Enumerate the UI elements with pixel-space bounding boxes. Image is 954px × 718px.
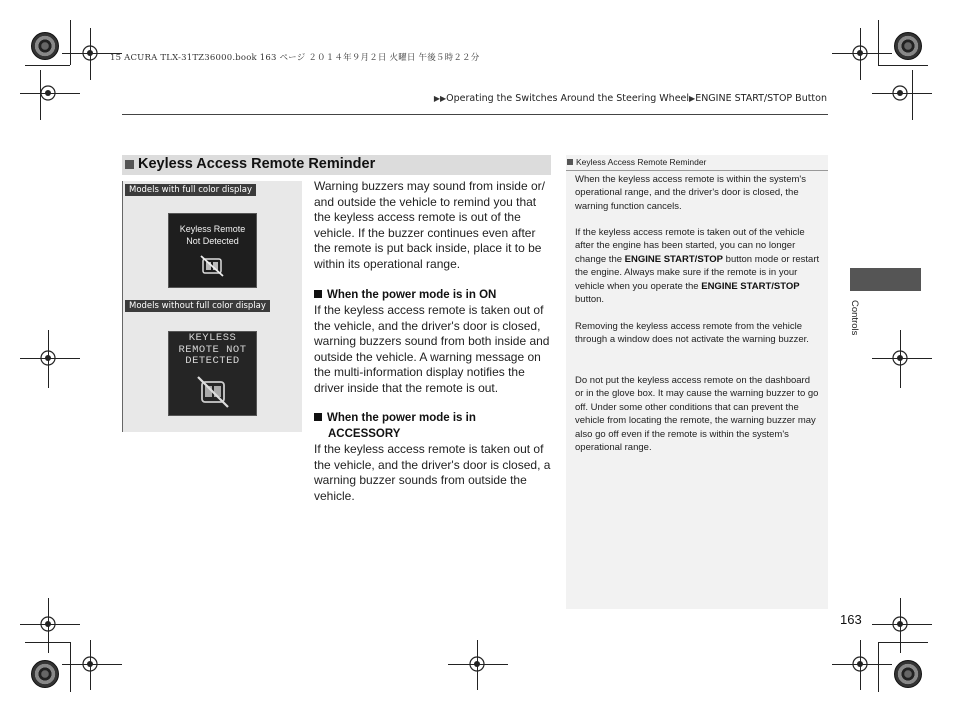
color-rosette-icon <box>31 660 59 688</box>
chapter-tab <box>850 268 921 291</box>
section-title: Keyless Access Remote Reminder <box>138 156 376 172</box>
registration-mark-icon <box>887 345 913 371</box>
square-bullet-icon <box>125 160 134 169</box>
print-header: 15 ACURA TLX-31TZ36000.book 163 ページ ２０１４年９月２日 火曜日 午後５時２２分 <box>110 53 480 63</box>
breadcrumb <box>434 93 827 104</box>
subheading-accessory-line2: ACCESSORY <box>328 428 401 440</box>
tag-no-full-color: Models without full color display <box>125 300 270 312</box>
monochrome-display <box>168 331 257 416</box>
accessory-paragraph: If the keyless access remote is taken out of the vehicle, and the driver's door is closed, a warning buzzer sounds from outside the vehicle. <box>314 442 551 503</box>
display-message: KEYLESS REMOTE NOT DETECTED <box>178 332 247 367</box>
full-color-display <box>168 213 257 288</box>
subheading-text: When the power mode is in ON <box>327 289 497 301</box>
display-message: Keyless Remote Not Detected <box>179 224 246 246</box>
power-on-paragraph: If the keyless access remote is taken out of the vehicle, and the driver's door is closed, warning buzzers sound from both inside and outside the vehicle. A warning message on the multi-information display notifies the driver inside that the remote is out. <box>314 303 550 395</box>
figure-panel <box>122 181 302 432</box>
subheading-power-on <box>314 288 554 304</box>
registration-mark-icon <box>464 651 490 677</box>
section-heading <box>122 155 551 175</box>
note-paragraph-4: Do not put the keyless access remote on the dashboard or in the glove box. It may cause the warning buzzer to go off. Under some other conditions that can prevent the vehicle from locating the remote, the warning buzzer may also go off even if the remote is within the system's operational range. <box>575 375 819 454</box>
note-paragraph-3: Removing the keyless access remote from the vehicle through a window does not activate the warning buzzer. <box>575 321 809 346</box>
engine-start-stop-label: ENGINE START/STOP <box>624 253 724 265</box>
square-bullet-icon <box>314 413 322 421</box>
page-number: 163 <box>840 612 862 627</box>
registration-mark-icon <box>77 651 103 677</box>
subheading-accessory <box>314 411 554 427</box>
note-header <box>566 155 828 171</box>
registration-mark-icon <box>35 80 61 106</box>
reference-icon <box>567 159 573 165</box>
note-paragraph-2: If the keyless access remote is taken out of the vehicle after the engine has been started, you can no longer change the ENGINE START/STOP button mode or restart the engine. Always make sure if the remote is in your vehicle when you operate the ENGINE START/STOP button. <box>575 227 820 306</box>
registration-mark-icon <box>847 651 873 677</box>
subheading-text: When the power mode is in <box>327 412 476 424</box>
note-paragraph-1: When the keyless access remote is within the system's operational range, and the driver's door is closed, the warning function cancels. <box>575 174 806 212</box>
breadcrumb-part-1: Operating the Switches Around the Steering Wheel <box>446 93 690 104</box>
remote-key-crossed-icon <box>193 374 233 410</box>
remote-key-crossed-icon <box>197 254 229 278</box>
registration-mark-icon <box>77 40 103 66</box>
side-note <box>566 155 828 609</box>
arrow-icon: ▶ <box>689 94 696 103</box>
breadcrumb-part-2: ENGINE START/STOP Button <box>695 93 827 104</box>
color-rosette-icon <box>894 660 922 688</box>
color-rosette-icon <box>894 32 922 60</box>
intro-paragraph: Warning buzzers may sound from inside or/ and outside the vehicle to remind you that the keyless access remote is out of the vehicle. If the buzzer continues even after the remote is put back inside, place it to be within its operational range. <box>314 179 545 271</box>
registration-mark-icon <box>887 611 913 637</box>
registration-mark-icon <box>35 611 61 637</box>
engine-start-stop-label: ENGINE START/STOP <box>701 280 800 292</box>
registration-mark-icon <box>35 345 61 371</box>
tag-full-color: Models with full color display <box>125 184 256 196</box>
registration-mark-icon <box>847 40 873 66</box>
chapter-label: Controls <box>849 300 860 336</box>
double-arrow-icon: ▶▶ <box>433 94 447 103</box>
header-rule <box>122 114 828 115</box>
registration-mark-icon <box>887 80 913 106</box>
square-bullet-icon <box>314 290 322 298</box>
color-rosette-icon <box>31 32 59 60</box>
note-title: Keyless Access Remote Reminder <box>576 157 707 167</box>
